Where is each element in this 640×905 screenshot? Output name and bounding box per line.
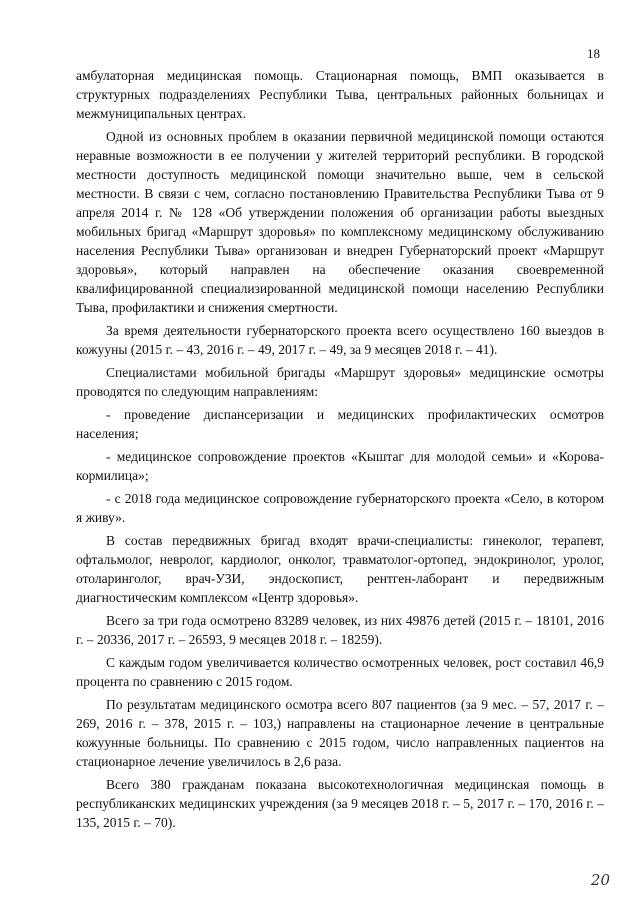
paragraph-growth: С каждым годом увеличивается количество осмотренных человек, рост составил 46,9 процента по сравнению с 2015 годом. bbox=[76, 655, 604, 689]
paragraph-high-tech-care: Всего 380 гражданам показана высокотехнологичная медицинская помощь в республиканских медицинских учреждения (за 9 месяцев 2018 г. – 5, 2017 г. – 170, 2016 г. – 135, 2015 г. – 70). bbox=[76, 777, 604, 830]
document-body bbox=[76, 66, 604, 836]
paragraph-specialists: В состав передвижных бригад входят врачи-специалисты: гинеколог, терапевт, офтальмолог, невролог, кардиолог, онколог, травматолог-ортопед, эндокринолог, уролог, отоларинголог, врач-УЗИ, эндоскопист, рентген-лаборант и передвижным диагностическим комплексом «Центр здоровья». bbox=[76, 533, 604, 605]
paragraph-main-problem: Одной из основных проблем в оказании первичной медицинской помощи остаются неравные возможности в ее получении у жителей территорий республики. В городской местности доступность медицинской помощи значительно выше, чем в сельской местности. В связи с чем, согласно постановлению Правительства Республики Тыва от 9 апреля 2014 г. № 128 «Об утверждении положения об организации работы выездных мобильных бригад «Маршрут здоровья» по комплексному медицинскому обслуживанию населения Республики Тыва» организован и внедрен Губернаторский проект «Маршрут здоровья», который направлен на обеспечение оказания своевременной квалифицированной специализированной медицинской помощи населению Республики Тыва, профилактики и снижения смертности. bbox=[76, 129, 604, 315]
paragraph-directions-intro: Специалистами мобильной бригады «Маршрут здоровья» медицинские осмотры проводятся по следующим направлениям: bbox=[76, 365, 604, 399]
paragraph-trips-count: За время деятельности губернаторского проекта всего осуществлено 160 выездов в кожууны (2015 г. – 43, 2016 г. – 49, 2017 г. – 49, за 9 месяцев 2018 г. – 41). bbox=[76, 323, 604, 357]
list-item-projects: - медицинское сопровождение проектов «Кыштаг для молодой семьи» и «Корова-кормилица»; bbox=[76, 449, 604, 483]
list-item-village-project: - с 2018 года медицинское сопровождение губернаторского проекта «Село, в котором я живу». bbox=[76, 491, 604, 525]
paragraph-continuation: амбулаторная медицинская помощь. Стационарная помощь, ВМП оказывается в структурных подразделениях Республики Тыва, центральных районных больницах и межмуниципальных центрах. bbox=[76, 68, 604, 121]
paragraph-examined-total: Всего за три года осмотрено 83289 человек, из них 49876 детей (2015 г. – 18101, 2016 г. – 20336, 2017 г. – 26593, 9 месяцев 2018 г. – 18259). bbox=[76, 613, 604, 647]
handwritten-page-mark: 20 bbox=[590, 871, 610, 889]
page-number: 18 bbox=[587, 46, 600, 61]
paragraph-hospital-referrals: По результатам медицинского осмотра всего 807 пациентов (за 9 мес. – 57, 2017 г. – 269, 2016 г. – 378, 2015 г. – 103,) направлены на стационарное лечение в центральные кожуунные больницы. По сравнению с 2015 годом, число направленных пациентов на стационарное лечение увеличилось в 2,6 раза. bbox=[76, 697, 604, 769]
list-item-dispensary: - проведение диспансеризации и медицинских профилактических осмотров населения; bbox=[76, 407, 604, 441]
